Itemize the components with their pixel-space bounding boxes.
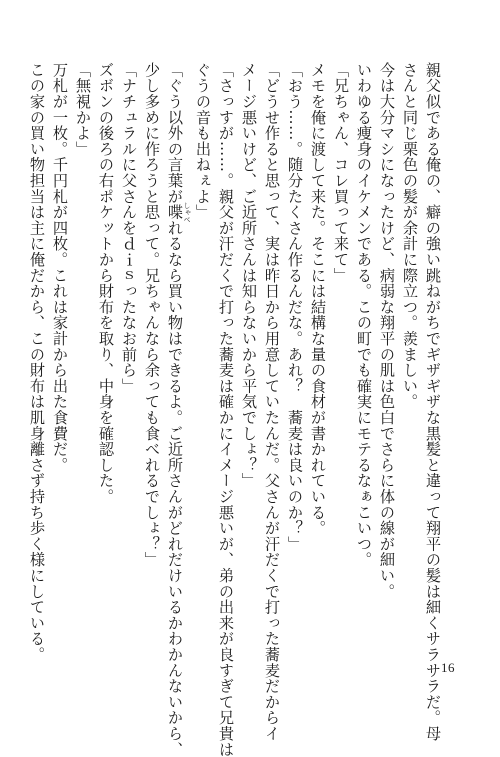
vertical-text-block xyxy=(25,62,444,757)
text-line: 今は大分マシになったけど、病弱な翔平の肌は色白でさらに体の線が細い。 xyxy=(378,62,396,600)
page-number: 16 xyxy=(441,660,455,675)
text-line: 万札が一枚。千円札が四枚。これは家計から出た食費だ。 xyxy=(51,62,69,473)
text-line: 「兄ちゃん、コレ買って来て」 xyxy=(332,62,350,284)
text-line: 親父似である俺の、癖の強い跳ねがちでギザギザな黒髪と違って翔平の髪は細くサラサラだ。母 xyxy=(424,62,442,742)
text-line: 「どうせ作ると思って、実は昨日から用意していたんだ。父さんが汗だくで打った蕎麦だからイ xyxy=(263,62,281,742)
text-line: 「無視かよ」 xyxy=(74,62,92,157)
text-line: ズボンの後ろの右ポケットから財布を取り、中身を確認した。 xyxy=(97,62,115,505)
ruby-annotation: 喋 しゃべ xyxy=(166,201,191,223)
text-line: メモを俺に渡して来た。そこには結構な量の食材が書かれている。 xyxy=(309,62,327,536)
text-line: メージ悪いけど、ご近所さんは知らないから平気でしょ？」 xyxy=(240,62,258,489)
text-line: いわゆる痩身のイケメンである。この町でも確実にモテるなぁこいつ。 xyxy=(355,62,373,568)
text-line: 「さっすが……。親父が汗だくで打った蕎麦は確かにイメージ悪いが、弟の出来が良すぎて兄貴は xyxy=(217,62,235,757)
text-line: 「ナチュラルに父さんをｄｉｓったなお前ら」 xyxy=(120,62,138,394)
text-line: 少し多めに作ろうと思って。兄ちゃんなら余っても食べれるでしょ？」 xyxy=(143,62,161,568)
text-line-with-ruby: 「ぐう以外の言葉が喋 しゃべれるなら買い物はできるよ。ご近所さんがどれだけいるかわかんないから、 xyxy=(166,62,191,757)
text-line: ぐうの音も出ねぇよ」 xyxy=(194,62,212,220)
text-line: さんと同じ栗色の髪が余計に際立つ。羨ましい。 xyxy=(401,62,419,410)
ruby-reading: しゃべ xyxy=(183,201,191,223)
text-line: 「おう……。随分たくさん作るんだな。あれ？ 蕎麦は良いのか？」 xyxy=(286,62,304,552)
text-line: この家の買い物担当は主に俺だから、この財布は肌身離さず持ち歩く様にしている。 xyxy=(28,62,46,663)
